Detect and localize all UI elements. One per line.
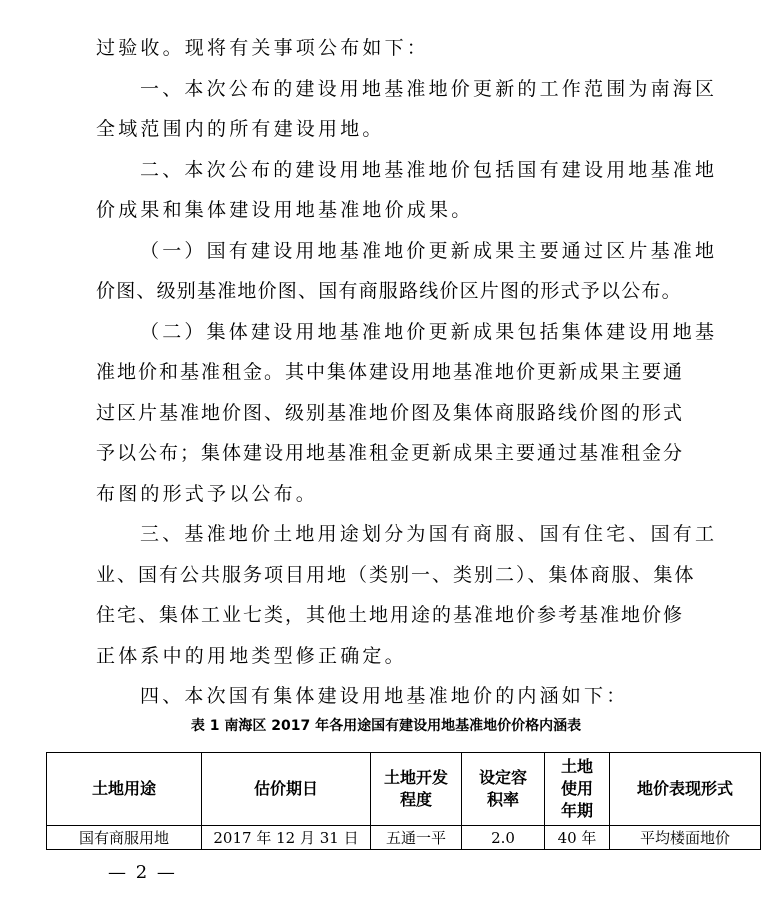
paragraph-line: 一、本次公布的建设用地基准地价更新的工作范围为南海区 xyxy=(140,78,718,100)
paragraph-line: （一）国有建设用地基准地价更新成果主要通过区片基准地 xyxy=(140,240,718,262)
paragraph-line: （二）集体建设用地基准地价更新成果包括集体建设用地基 xyxy=(140,321,718,343)
paragraph-line: 住宅、集体工业七类，其他土地用途的基准地价参考基准地价修 xyxy=(96,604,685,626)
paragraph-line: 价成果和集体建设用地基准地价成果。 xyxy=(96,199,474,221)
table-header-row xyxy=(47,753,761,826)
paragraph-line: 正体系中的用地类型修正确定。 xyxy=(96,645,407,667)
table-caption: 表 1 南海区 2017 年各用途国有建设用地基准地价价格内涵表 xyxy=(190,718,582,734)
paragraph-line: 过区片基准地价图、级别基准地价图及集体商服路线价图的形式 xyxy=(96,402,685,424)
cell-development-level: 五通一平 xyxy=(371,826,462,850)
paragraph-line: 三、基准地价土地用途划分为国有商服、国有住宅、国有工 xyxy=(140,523,718,545)
paragraph-line: 准地价和基准租金。其中集体建设用地基准地价更新成果主要通 xyxy=(96,361,685,383)
header-development-level-line-2: 程度 xyxy=(399,790,432,809)
paragraph-line: 价图、级别基准地价图、国有商服路线价区片图的形式予以公布。 xyxy=(96,280,682,302)
paragraph-line: 布图的形式予以公布。 xyxy=(96,483,319,505)
paragraph-line: 四、本次国有集体建设用地基准地价的内涵如下： xyxy=(140,685,629,707)
cell-land-use: 国有商服用地 xyxy=(47,826,202,850)
cell-plot-ratio: 2.0 xyxy=(462,826,545,850)
paragraph-line: 全域范围内的所有建设用地。 xyxy=(96,118,385,140)
header-term-line-1: 土地 xyxy=(560,757,593,776)
header-plot-ratio-line-1: 设定容 xyxy=(478,768,527,787)
header-valuation-date: 估价期日 xyxy=(202,753,371,826)
cell-valuation-date: 2017 年 12 月 31 日 xyxy=(202,826,371,850)
page-number: — 2 — xyxy=(108,862,177,883)
paragraph-line: 予以公布；集体建设用地基准租金更新成果主要通过基准租金分 xyxy=(96,442,685,464)
header-term xyxy=(545,753,610,826)
paragraph-line: 二、本次公布的建设用地基准地价包括国有建设用地基准地 xyxy=(140,159,718,181)
price-connotation-table xyxy=(46,752,761,850)
header-plot-ratio xyxy=(462,753,545,826)
cell-term: 40 年 xyxy=(545,826,610,850)
cell-price-form: 平均楼面地价 xyxy=(610,826,761,850)
table-row xyxy=(47,826,761,850)
header-development-level xyxy=(371,753,462,826)
header-plot-ratio-line-2: 积率 xyxy=(486,790,519,809)
header-term-line-3: 年期 xyxy=(560,801,593,820)
paragraph-line: 业、国有公共服务项目用地（类别一、类别二）、集体商服、集体 xyxy=(96,564,696,586)
header-price-form: 地价表现形式 xyxy=(610,753,761,826)
header-term-line-2: 使用 xyxy=(560,779,593,798)
header-development-level-line-1: 土地开发 xyxy=(383,768,448,787)
header-land-use: 土地用途 xyxy=(47,753,202,826)
paragraph-line: 过验收。现将有关事项公布如下： xyxy=(96,37,430,59)
